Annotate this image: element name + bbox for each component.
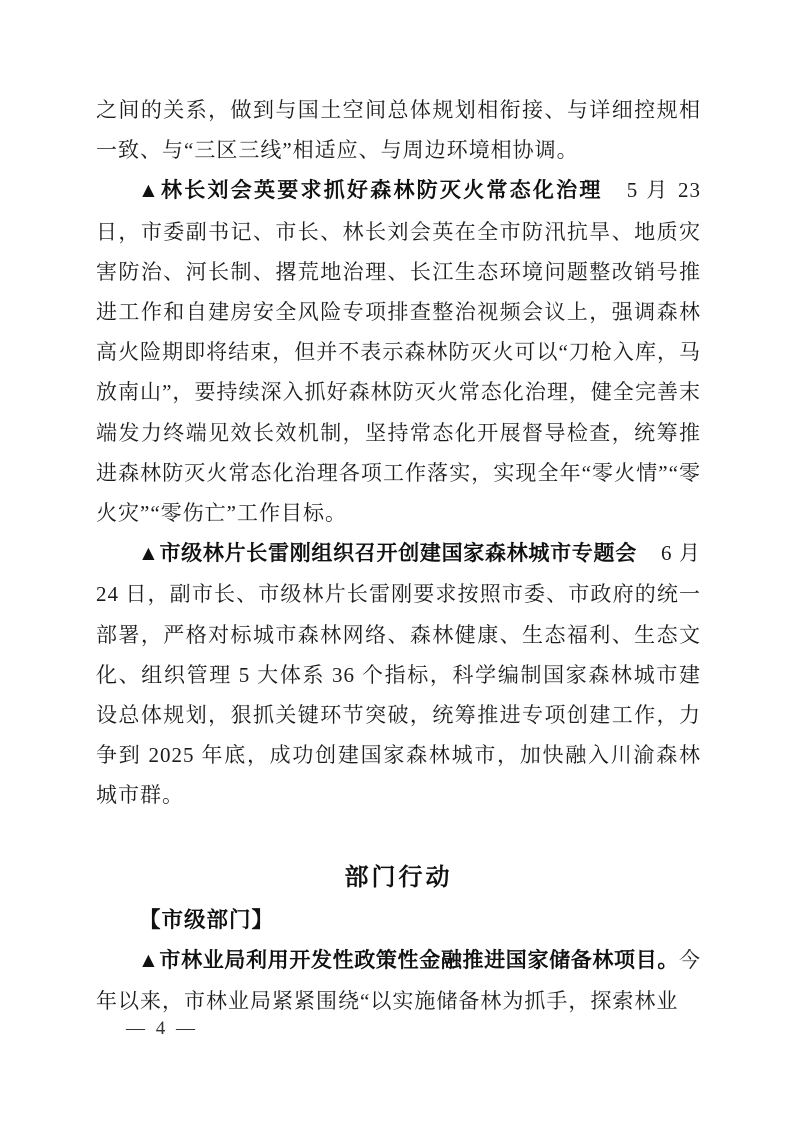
paragraph-reserve-forest-body: 今年以来，市林业局紧紧围绕“以实施储备林为抓手，探索林业 <box>96 947 701 1014</box>
paragraph-forest-city-lead: ▲市级林片长雷刚组织召开创建国家森林城市专题会 <box>138 542 637 566</box>
paragraph-forest-city <box>96 533 701 815</box>
section-heading-department-actions: 部门行动 <box>344 863 453 891</box>
subsection-heading-municipal-departments: 【市级部门】 <box>139 907 275 932</box>
paragraph-forest-fire <box>96 170 701 533</box>
paragraph-reserve-forest-lead: ▲市林业局利用开发性政策性金融推进国家储备林项目。 <box>138 948 679 972</box>
paragraph-continuation: 之间的关系，做到与国土空间总体规划相衔接、与详细控规相一致、与“三区三线”相适应、与周边环境相协调。 <box>96 98 701 163</box>
page-number: — 4 — <box>126 1018 198 1039</box>
paragraph-forest-city-body: 6 月 24 日，副市长、市级林片长雷刚要求按照市委、市政府的统一部署，严格对标城市森林网络、森林健康、生态福利、生态文化、组织管理 5 大体系 36 个指标，科学编制国家森林城市建设总体规划，狠抓关键环节突破，统筹推进专项创建工作，力争到 2025 年底，成功创建国家森林城市，加快融入川渝森林城市群。 <box>96 541 701 808</box>
paragraph-forest-fire-body: 5 月 23 日，市委副书记、市长、林长刘会英在全市防汛抗旱、地质灾害防治、河长制、撂荒地治理、长江生态环境问题整改销号推进工作和自建房安全风险专项排查整治视频会议上，强调森林高火险期即将结束，但并不表示森林防灭火可以“刀枪入库，马放南山”，要持续深入抓好森林防灭火常态化治理，健全完善末端发力终端见效长效机制，坚持常态化开展督导检查，统筹推进森林防灭火常态化治理各项工作落实，实现全年“零火情”“零火灾”“零伤亡”工作目标。 <box>96 178 701 526</box>
paragraph-reserve-forest <box>96 940 701 1021</box>
paragraph-forest-fire-lead: ▲林长刘会英要求抓好森林防灭火常态化治理 <box>138 179 603 203</box>
